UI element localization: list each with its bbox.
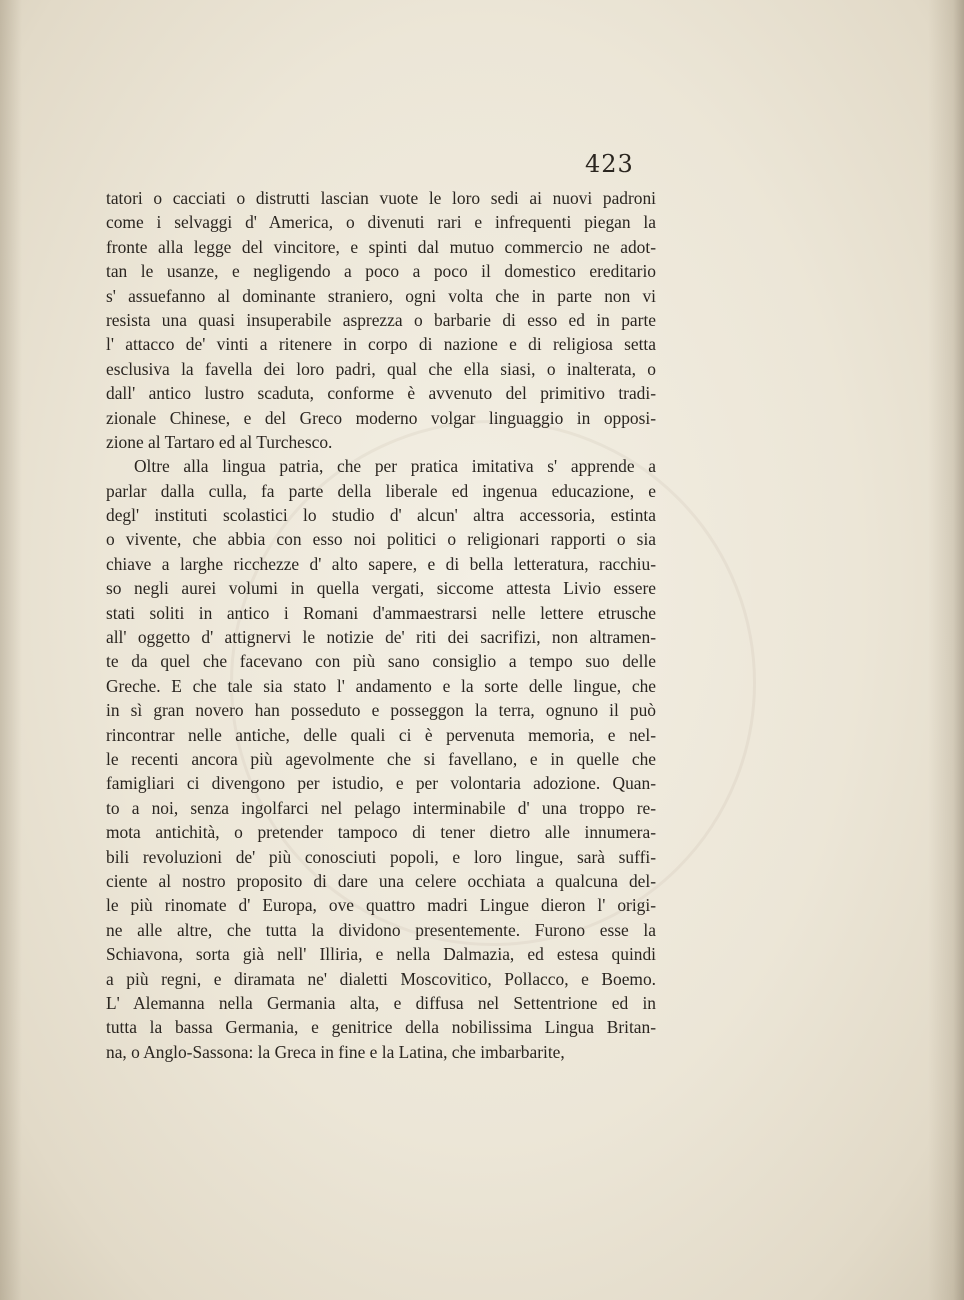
text-line: zionale Chinese, e del Greco moderno volgar linguaggio in opposi-	[106, 407, 656, 428]
text-line: degl' instituti scolastici lo studio d' alcun' altra accessoria, estinta	[106, 505, 656, 526]
text-line: in sì gran novero han posseduto e posseggon la terra, ognuno il può	[106, 700, 656, 721]
text-line: rincontrar nelle antiche, delle quali ci è pervenuta memoria, e nel-	[106, 724, 656, 745]
text-line: ciente al nostro proposito di dare una celere occhiata a qualcuna del-	[106, 870, 656, 891]
text-line: l' attacco de' vinti a ritenere in corpo di nazione e di religiosa setta	[106, 334, 656, 355]
text-line: bili revoluzioni de' più conosciuti popoli, e loro lingue, sarà suffi-	[106, 846, 656, 867]
text-line: esclusiva la favella dei loro padri, qual che ella siasi, o inalterata, o	[106, 358, 656, 379]
text-line: Schiavona, sorta già nell' Illiria, e nella Dalmazia, ed estesa quindi	[106, 944, 656, 965]
text-line: a più regni, e diramata ne' dialetti Moscovitico, Pollacco, e Boemo.	[106, 968, 656, 989]
text-line: le più rinomate d' Europa, ove quattro madri Lingue dieron l' origi-	[106, 895, 656, 916]
text-line: dall' antico lustro scaduta, conforme è avvenuto del primitivo tradi-	[106, 383, 656, 404]
paragraph-1	[106, 186, 656, 454]
text-line: stati soliti in antico i Romani d'ammaestrarsi nelle lettere etrusche	[106, 602, 656, 623]
page-edge-shadow	[928, 0, 964, 1300]
text-line: o vivente, che abbia con esso noi politici o religionari rapporti o sia	[106, 529, 656, 550]
text-line: resista una quasi insuperabile asprezza o barbarie di esso ed in parte	[106, 309, 656, 330]
text-line: s' assuefanno al dominante straniero, ogni volta che in parte non vi	[106, 285, 656, 306]
text-line: parlar dalla culla, fa parte della liberale ed ingenua educazione, e	[106, 480, 656, 501]
text-line: ne alle altre, che tutta la dividono presentemente. Furono esse la	[106, 919, 656, 940]
text-line: famigliari ci divengono per istudio, e per volontaria adozione. Quan-	[106, 773, 656, 794]
text-line: na, o Anglo-Sassona: la Greca in fine e la Latina, che imbarbarite,	[106, 1041, 565, 1062]
text-line: to a noi, senza ingolfarci nel pelago interminabile d' una troppo re-	[106, 797, 656, 818]
text-line: te da quel che facevano con più sano consiglio a tempo suo delle	[106, 651, 656, 672]
text-line: le recenti ancora più agevolmente che si favellano, e in quelle che	[106, 748, 656, 769]
text-line: all' oggetto d' attignervi le notizie de' riti dei sacrifizi, non altramen-	[106, 627, 656, 648]
paragraph-2	[106, 454, 656, 1064]
text-line: so negli aurei volumi in quella vergati, siccome attesta Livio essere	[106, 578, 656, 599]
text-line: L' Alemanna nella Germania alta, e diffusa nel Settentrione ed in	[106, 992, 656, 1013]
text-line: come i selvaggi d' America, o divenuti rari e infrequenti piegan la	[106, 212, 656, 233]
text-line: tatori o cacciati o distrutti lascian vuote le loro sedi ai nuovi padroni	[106, 188, 656, 208]
text-line: tutta la bassa Germania, e genitrice della nobilissima Lingua Britan-	[106, 1017, 656, 1038]
text-line: zione al Tartaro ed al Turchesco.	[106, 431, 333, 452]
text-line: tan le usanze, e negligendo a poco a poco il domestico ereditario	[106, 261, 656, 282]
gutter-shadow	[0, 0, 22, 1300]
text-line: chiave a larghe ricchezze d' alto sapere, e di bella letteratura, racchiu-	[106, 553, 656, 574]
body-text	[106, 186, 656, 1064]
text-line: fronte alla legge del vincitore, e spinti dal mutuo commercio ne adot-	[106, 236, 656, 257]
text-line: Oltre alla lingua patria, che per pratica imitativa s' apprende a	[134, 456, 656, 477]
page-number: 423	[585, 150, 634, 178]
text-line: Greche. E che tale sia stato l' andamento e la sorte delle lingue, che	[106, 675, 656, 696]
text-line: mota antichità, o pretender tampoco di tener dietro alle innumera-	[106, 822, 656, 843]
